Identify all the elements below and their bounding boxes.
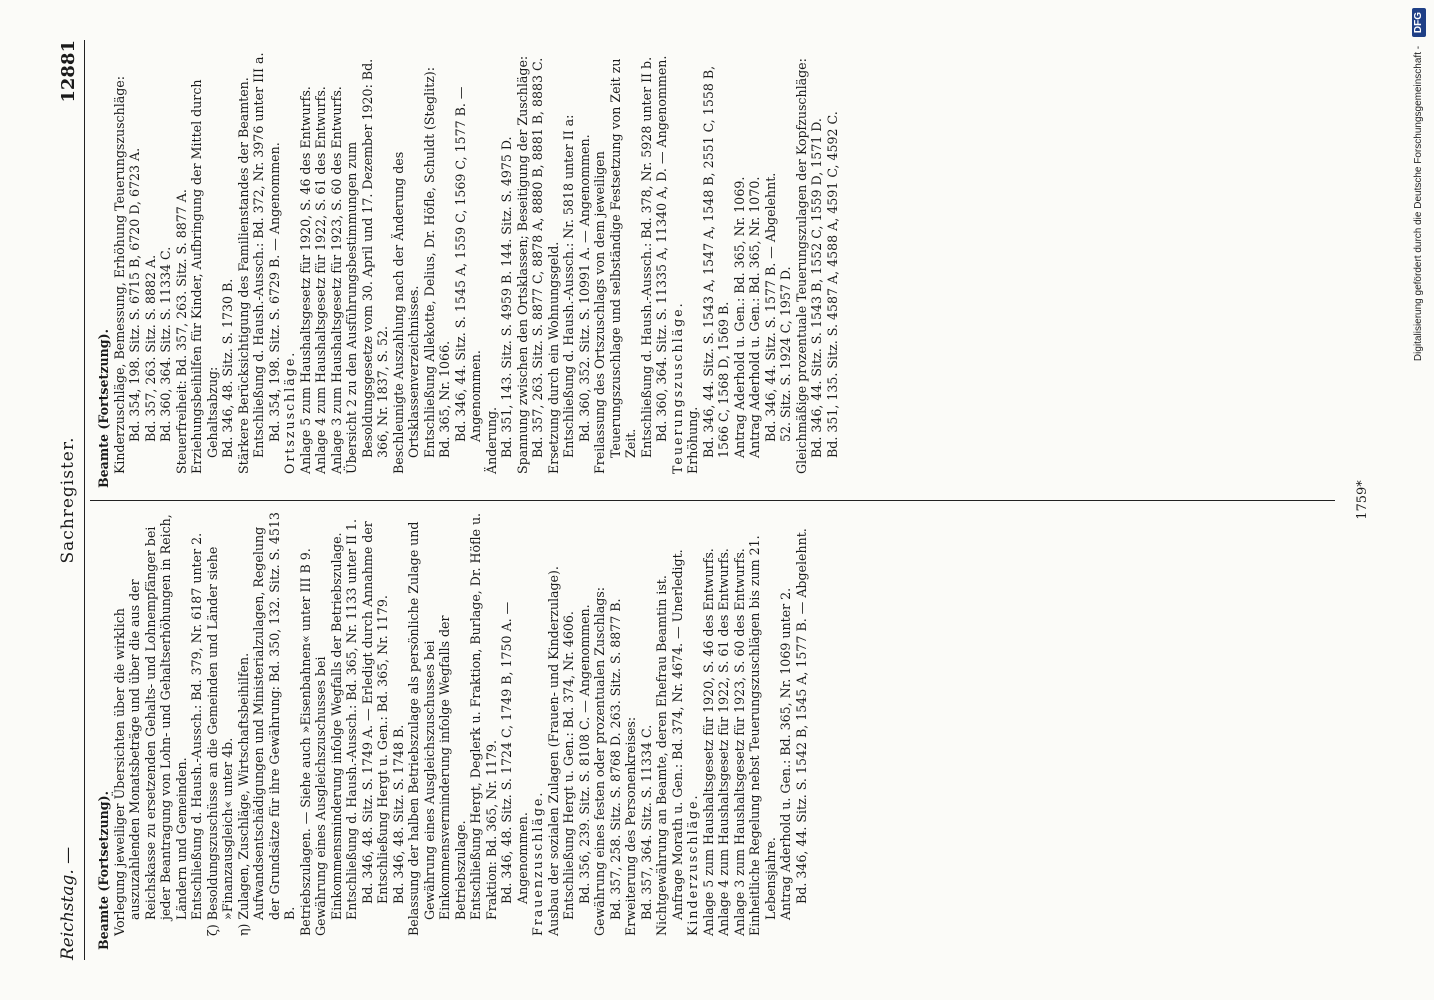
entry: Bd. 346, 48. Sitz. S. 1730 B.	[220, 278, 235, 458]
entry: Kinderzuschläge, Bemessung, Erhöhung Teuerungszuschläge:	[111, 75, 127, 474]
entry: Entschließung d. Haush.-Aussch.: Nr. 5818 unter II a:	[561, 114, 576, 458]
entry: Anlage 5 zum Haushaltsgesetz für 1920, S. 46 des Entwurfs.	[297, 86, 313, 474]
entry: Erweiterung des Personenkreises:	[623, 716, 638, 936]
entry: Bd. 346, 44. Sitz. S. 1542 B, 1545 A, 1577 B. — Abgelehnt.	[793, 528, 809, 904]
entry: Freilassung des Ortszuschlags von dem jeweiligen Teuerungszuschlage und selbständige Festsetzung von Zeit zu Zeit.	[592, 58, 638, 474]
header-left: Reichstag. —	[58, 846, 78, 960]
entry: Vorlegung jeweiliger Übersichten über die wirklich auszuzahlenden Monatsbeträge und über die aus der Reichskasse zu ersetzenden Gehalts- und Lohnempfänger bei jeder Beantragung von Lohn- und Gehaltserhöhungen in Reich, Ländern und Gemeinden.	[111, 514, 189, 936]
entry: Anlage 3 zum Haushaltsgesetz für 1923, S. 60 des Entwurfs.	[328, 86, 344, 474]
page-number: 12881	[58, 40, 79, 103]
entry: Erhöhung.	[685, 406, 700, 474]
entry: Ersetzung durch ein Wohnungsgeld.	[545, 241, 561, 474]
entry: Antrag Aderhold u. Gen.: Bd. 365, Nr. 1069 unter 2.	[778, 587, 793, 920]
entry: Anlage 5 zum Haushaltsgesetz für 1920, S. 46 des Entwurfs.	[700, 548, 716, 936]
entry: Bd. 354, 198. Sitz. S. 6715 B, 6720 D, 6723 A.	[127, 147, 142, 442]
entry: Bd. 346, 44. Sitz. S. 1577 B. — Abgelehnt.	[762, 172, 778, 442]
entry: Bd. 346, 48. Sitz. S. 1748 B.	[390, 724, 406, 904]
side-note	[1408, 8, 1430, 993]
entry: Bd. 346, 44. Sitz. S. 1543 B, 1552 C, 1559 D, 1571 D.	[809, 118, 824, 458]
entry: Anlage 4 zum Haushaltsgesetz für 1922, S. 61 des Entwurfs.	[716, 548, 731, 936]
column-divider	[90, 500, 1335, 501]
entry: Anlage 4 zum Haushaltsgesetz für 1922, S. 61 des Entwurfs.	[313, 86, 328, 474]
left-column	[96, 512, 809, 950]
entry: Belassung der halben Betriebszulage als persönliche Zulage und Gewährung eines Ausgleichszuschusses bei Einkommensverminderung infolge Wegfalls der Betriebszulage.	[406, 521, 468, 936]
entry: Stärkere Berücksichtigung des Familienstandes der Beamten.	[235, 77, 251, 474]
entry: Entschließung Hergt, Deglerk u. Fraktion, Burlage, Dr. Höfle u. Fraktion: Bd. 365, Nr. 1179.	[468, 512, 499, 920]
entry: Entschließung Hergt u. Gen.: Bd. 374, Nr. 4606.	[561, 611, 576, 920]
entry: Gewährung eines festen oder prozentualen Zuschlags:	[592, 587, 607, 936]
entry: Bd. 346, 44. Sitz. S. 1543 A, 1547 A, 1548 B, 2551 C, 1558 B, 1566 C, 1568 D, 1569 B.	[700, 65, 731, 458]
entry: Gleichmäßige prozentuale Teuerungszulagen der Kopfzuschläge:	[793, 58, 809, 474]
entry: Bd. 351, 135. Sitz. S. 4587 A, 4588 A, 4591 C, 4592 C.	[824, 111, 840, 458]
sheet-mark: 1759*	[1355, 480, 1370, 520]
right-column	[96, 50, 840, 488]
entry: Antrag Aderhold u. Gen.: Bd. 365, Nr. 1069.	[731, 176, 747, 458]
entry: Bd. 360, 352. Sitz. S. 10991 A. — Angenommen.	[576, 134, 592, 442]
entry: Beamte (Fortsetzung).	[96, 329, 111, 488]
entry: Bd. 360, 364. Sitz. S. 11334 C.	[158, 246, 173, 442]
entry: Bd. 360, 364. Sitz. S. 11335 A, 11340 A, D. — Angenommen.	[654, 55, 669, 442]
entry: Anlage 3 zum Haushaltsgesetz für 1923, S. 60 des Entwurfs.	[731, 548, 747, 936]
entry: Entschließung Allekotte, Delius, Dr. Höfle, Schuldt (Steglitz): Bd. 365, Nr. 1066.	[421, 66, 452, 458]
header-title: Sachregister.	[58, 436, 78, 564]
entry: Betriebszulagen. — Siehe auch »Eisenbahnen« unter III B 9.	[297, 548, 313, 936]
entry: Bd. 346, 44. Sitz. S. 1545 A, 1559 C, 1569 C, 1577 B. — Angenommen.	[452, 86, 483, 442]
entry: Erziehungsbeihilfen für Kinder, Aufbringung der Mittel durch Gehaltsabzug:	[189, 79, 220, 474]
entry: Beamte (Fortsetzung).	[96, 791, 111, 950]
entry: Bd. 357, 263. Sitz. S. 8877 C, 8878 A, 8880 B, 8881 B, 8883 C.	[530, 57, 545, 458]
entry: Teuerungszuschläge.	[669, 301, 685, 474]
entry: Beschleunigte Auszahlung nach der Änderung des Ortsklassenverzeichnisses.	[390, 151, 421, 474]
entry: Entschließung d. Haush.-Aussch.: Bd. 365, Nr. 1133 unter II 1.	[344, 518, 359, 920]
entry: Bd. 346, 48. Sitz. S. 1724 C, 1749 B, 1750 A. — Angenommen.	[499, 601, 530, 904]
entry: Frauenzuschläge.	[530, 790, 545, 936]
entry: Anfrage Morath u. Gen.: Bd. 374, Nr. 4674. — Unerledigt.	[669, 549, 685, 920]
entry: ζ) Besoldungszuschüsse an die Gemeinden und Länder siehe »Finanzausgleich« unter 4b.	[204, 546, 235, 936]
entry: Bd. 356, 239. Sitz. S. 8108 C. — Angenommen.	[576, 604, 592, 904]
entry: Bd. 354, 198. Sitz. S. 6729 B. — Angenommen.	[266, 142, 282, 442]
entry: Antrag Aderhold u. Gen.: Bd. 365, Nr. 1070.	[747, 176, 762, 458]
entry: Bd. 351, 143. Sitz. S. 4959 B. 144. Sitz. S. 4975 D.	[499, 136, 514, 458]
entry: Änderung.	[483, 406, 499, 474]
entry: Einheitliche Regelung nebst Teuerungszuschlägen bis zum 21. Lebensjahre.	[747, 535, 778, 936]
entry: Kinderzuschläge.	[685, 793, 700, 936]
entry: Bd. 346, 48. Sitz. S. 1749 A. — Erledigt durch Annahme der Entschließung Hergt u. Gen.: Bd. 365, Nr. 1179.	[359, 521, 390, 904]
dfg-logo: DFG	[1412, 8, 1426, 37]
entry: Übersicht 2 zu den Ausführungsbestimmungen zum Besoldungsgesetze vom 30. April und 17. Dezember 1920: Bd. 366, Nr. 1837, S. 52.	[344, 58, 390, 474]
entry: Nichtgewährung an Beamte, deren Ehefrau Beamtin ist.	[654, 575, 669, 936]
entry: Ortszuschläge.	[282, 350, 297, 474]
entry: Entschließung d. Haush.-Aussch.: Bd. 378, Nr. 5928 unter II b.	[638, 56, 654, 458]
entry: Gewährung eines Ausgleichszuschusses bei Einkommensminderung infolge Wegfalls der Betriebszulage.	[313, 532, 344, 936]
entry: 52. Sitz. S. 1924 C, 1957 D.	[778, 266, 793, 442]
entry: Bd. 357, 263. Sitz. S. 8882 A.	[142, 254, 158, 442]
side-note-text: Digitalisierung gefördert durch die Deutsche Forschungsgemeinschaft -	[1413, 45, 1424, 362]
entry: Ausbau der sozialen Zulagen (Frauen- und Kinderzulage).	[545, 566, 561, 936]
header-rule	[84, 40, 85, 960]
entry: Spannung zwischen den Ortsklassen; Beseitigung der Zuschläge:	[514, 55, 530, 474]
header-center	[58, 40, 78, 960]
entry: Entschließung d. Haush.-Aussch.: Bd. 372, Nr. 3976 unter III a.	[251, 52, 266, 458]
entry: Steuerfreiheit: Bd. 357, 263. Sitz. S. 8877 A.	[173, 189, 189, 474]
entry: Entschließung d. Haush.-Aussch.: Bd. 379, Nr. 6187 unter 2.	[189, 532, 204, 920]
entry: η) Zulagen, Zuschläge, Wirtschaftsbeihilfen. Aufwandsentschädigungen und Ministerialzulagen, Regelung der Grundsätze für ihre Gewährung: Bd. 350, 132. Sitz. S. 4513 B.	[235, 512, 297, 936]
entry: Bd. 357, 258. Sitz. S. 8768 D. 263. Sitz. S. 8877 B.	[607, 598, 623, 920]
entry: Bd. 357, 364. Sitz. S. 11334 C.	[638, 724, 654, 920]
